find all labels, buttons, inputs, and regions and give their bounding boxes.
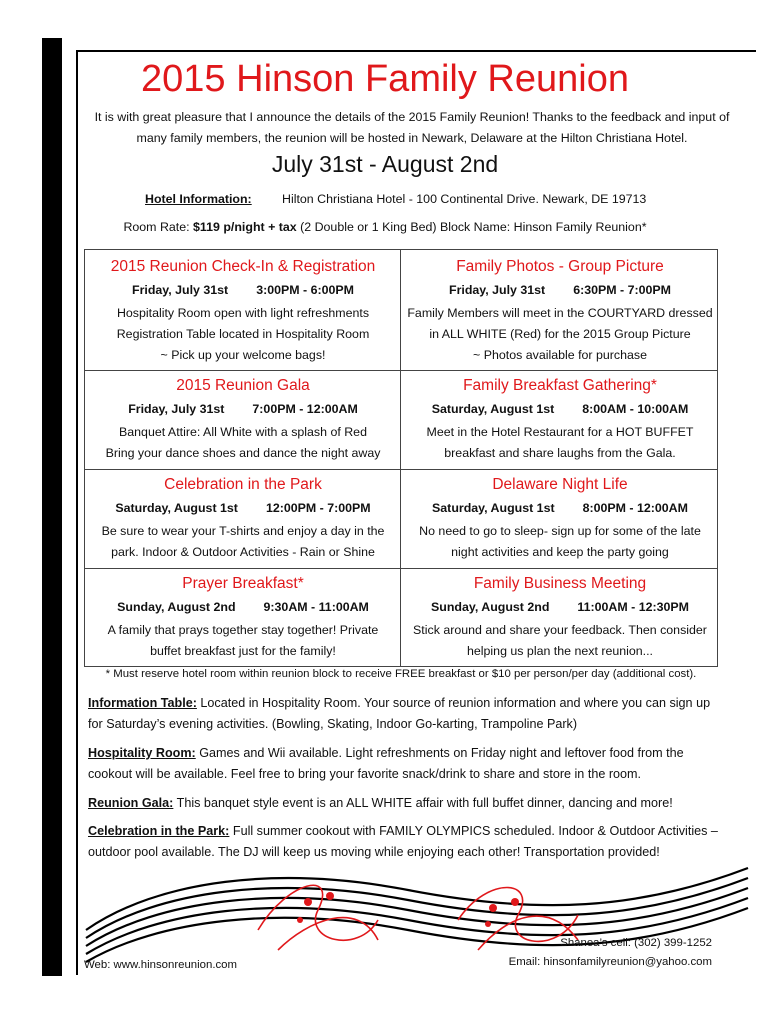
event-title: 2015 Reunion Check-In & Registration (110, 258, 376, 275)
event-line: ~ Pick up your welcome bags! (160, 348, 326, 362)
event-line: ~ Photos available for purchase (473, 348, 647, 362)
event-day: Friday, July 31st (128, 402, 225, 416)
reunion-dates: July 31st - August 2nd (271, 151, 499, 177)
event-time: 11:00AM - 12:30PM (577, 600, 689, 614)
hotel-info-value: Hilton Christiana Hotel - 100 Continental Drive. Newark, DE 19713 (282, 192, 647, 206)
contact-email[interactable]: Email: hinsonfamilyreunion@yahoo.com (508, 956, 712, 968)
event-line: Bring your dance shoes and dance the night away (105, 446, 381, 460)
event-time: 6:30PM - 7:00PM (573, 283, 671, 297)
event-title: Family Photos - Group Picture (456, 258, 664, 275)
info-paragraph-label: Reunion Gala: (88, 796, 174, 810)
event-line: No need to go to sleep- sign up for some of the late (419, 524, 701, 538)
event-line: helping us plan the next reunion... (467, 644, 653, 658)
event-when (85, 598, 401, 616)
event-line: park. Indoor & Outdoor Activities - Rain or Shine (111, 545, 375, 559)
event-line: A family that prays together stay together! Private (107, 623, 379, 637)
left-border-line (76, 50, 78, 975)
event-line: Family Members will meet in the COURTYARD dressed (407, 306, 713, 320)
events-grid (84, 249, 718, 667)
grid-divider-row-2 (85, 469, 717, 470)
event-line: Registration Table located in Hospitality Room (116, 327, 370, 341)
event-time: 3:00PM - 6:00PM (256, 283, 354, 297)
event-title: Celebration in the Park (164, 476, 322, 493)
room-rate (0, 220, 770, 234)
intro-text: It is with great pleasure that I announce the details of the 2015 Family Reunion! Thanks to the feedback and input of many family members, the reunion will be hosted in Newark, Delaware at the Hilton Christiana Hotel. (94, 110, 730, 145)
event-when (85, 499, 401, 517)
grid-divider-row-1 (85, 370, 717, 371)
event-title: Delaware Night Life (492, 476, 628, 493)
room-rate-prefix: Room Rate: (123, 220, 190, 234)
hotel-info-label: Hotel Information: (145, 192, 252, 206)
event-day: Friday, July 31st (449, 283, 546, 297)
info-paragraph-label: Hospitality Room: (88, 746, 196, 760)
event-cell (402, 574, 718, 662)
event-day: Saturday, August 1st (115, 501, 238, 515)
music-scroll-decoration (78, 860, 758, 970)
event-time: 12:00PM - 7:00PM (265, 501, 371, 515)
event-when (402, 281, 718, 299)
room-rate-suffix: (2 Double or 1 King Bed) Block Name: Hinson Family Reunion* (300, 220, 647, 234)
info-paragraph (88, 743, 724, 785)
event-time: 7:00PM - 12:00AM (252, 402, 358, 416)
event-cell (85, 475, 401, 563)
event-line: Meet in the Hotel Restaurant for a HOT BUFFET (426, 425, 694, 439)
event-line: Banquet Attire: All White with a splash of Red (119, 425, 367, 439)
event-cell (85, 257, 401, 366)
event-line: in ALL WHITE (Red) for the 2015 Group Picture (429, 327, 691, 341)
event-day: Saturday, August 1st (431, 402, 555, 416)
info-paragraph-text: Full summer cookout with FAMILY OLYMPICS scheduled. Indoor & Outdoor Activities – outdoor pool available. The DJ will keep us moving while enjoying each other! Transportation provided! (88, 824, 718, 859)
info-paragraph (88, 693, 724, 735)
grid-divider-row-3 (85, 568, 717, 569)
event-cell (402, 257, 718, 366)
event-time: 8:00PM - 12:00AM (582, 501, 688, 515)
event-day: Sunday, August 2nd (117, 600, 236, 614)
event-title: 2015 Reunion Gala (176, 377, 310, 394)
info-paragraph-label: Information Table: (88, 696, 197, 710)
event-title: Family Business Meeting (473, 575, 647, 592)
info-paragraph-text: Located in Hospitality Room. Your source of reunion information and where you can sign up for Saturday’s evening activities. (Bowling, Skating, Indoor Go-karting, Trampoline Park) (88, 696, 711, 731)
event-cell (402, 376, 718, 464)
event-time: 8:00AM - 10:00AM (582, 402, 689, 416)
event-when (402, 598, 718, 616)
info-paragraph-text: Games and Wii available. Light refreshments on Friday night and leftover food from the cookout will be available. Feel free to bring your favorite snack/drink to share and store in the room. (88, 746, 684, 781)
event-cell (402, 475, 718, 563)
event-cell (85, 376, 401, 464)
event-title: Family Breakfast Gathering* (463, 377, 657, 394)
event-time: 9:30AM - 11:00AM (263, 600, 369, 614)
contact-cell: Shanea’s cell: (302) 399-1252 (560, 937, 712, 949)
event-line: breakfast and share laughs from the Gala. (444, 446, 676, 460)
website-link[interactable]: Web: www.hinsonreunion.com (84, 959, 238, 971)
event-line: buffet breakfast just for the family! (150, 644, 336, 658)
info-paragraph (88, 793, 724, 814)
event-day: Friday, July 31st (132, 283, 229, 297)
info-paragraph-label: Celebration in the Park: (88, 824, 230, 838)
top-border-line (76, 50, 756, 52)
event-line: Stick around and share your feedback. Then consider (413, 623, 707, 637)
event-line: night activities and keep the party going (451, 545, 669, 559)
event-line: Be sure to wear your T-shirts and enjoy a day in the (101, 524, 385, 538)
info-paragraph-text: This banquet style event is an ALL WHITE affair with full buffet dinner, dancing and more! (173, 796, 673, 810)
event-when (402, 400, 718, 418)
info-paragraph (88, 821, 724, 863)
event-line: Hospitality Room open with light refreshments (116, 306, 370, 320)
event-day: Saturday, August 1st (432, 501, 555, 515)
event-cell (85, 574, 401, 662)
event-when (402, 499, 718, 517)
left-border-bar (42, 38, 62, 976)
event-when (85, 400, 401, 418)
event-day: Sunday, August 2nd (431, 600, 550, 614)
event-when (85, 281, 401, 299)
flyer-title: 2015 Hinson Family Reunion (141, 58, 629, 100)
footnote: * Must reserve hotel room within reunion block to receive FREE breakfast or $10 per person/per day (additional cost). (105, 668, 697, 680)
event-title: Prayer Breakfast* (182, 575, 304, 592)
room-rate-price: $119 p/night + tax (193, 220, 297, 234)
